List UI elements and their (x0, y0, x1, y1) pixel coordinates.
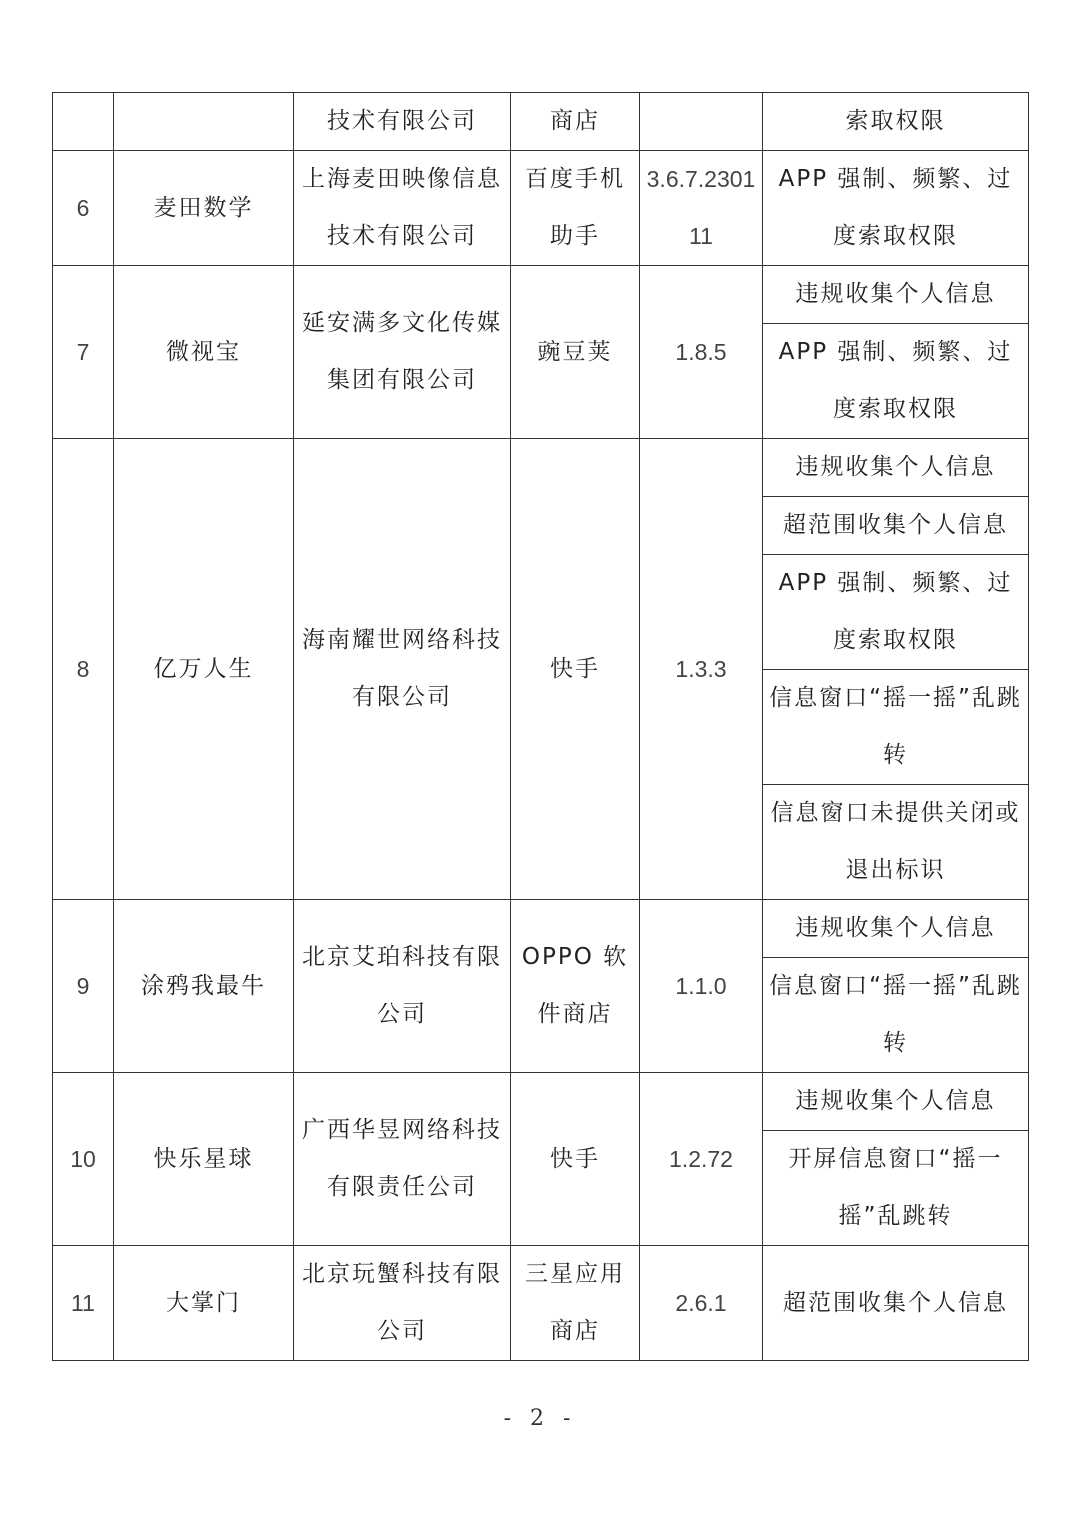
cell-company: 上海麦田映像信息技术有限公司 (294, 151, 511, 266)
cell-version (640, 93, 763, 151)
cell-company: 海南耀世网络科技有限公司 (294, 439, 511, 900)
cell-issue: 违规收集个人信息 (763, 900, 1029, 958)
cell-version: 1.8.5 (640, 266, 763, 439)
cell-no: 7 (53, 266, 114, 439)
table-row-continued (53, 93, 1029, 151)
table-row (53, 1246, 1029, 1361)
cell-store: 快手 (511, 1073, 640, 1246)
table-row (53, 151, 1029, 266)
cell-issue: 信息窗口“摇一摇”乱跳转 (763, 958, 1029, 1073)
cell-store: 百度手机助手 (511, 151, 640, 266)
app-violation-table (52, 92, 1029, 1361)
cell-company: 北京艾珀科技有限公司 (294, 900, 511, 1073)
cell-version: 1.2.72 (640, 1073, 763, 1246)
cell-store: 三星应用商店 (511, 1246, 640, 1361)
cell-app (114, 93, 294, 151)
cell-company: 技术有限公司 (294, 93, 511, 151)
cell-store: 商店 (511, 93, 640, 151)
cell-company: 广西华昱网络科技有限责任公司 (294, 1073, 511, 1246)
cell-issue: APP 强制、频繁、过度索取权限 (763, 555, 1029, 670)
cell-app: 亿万人生 (114, 439, 294, 900)
cell-issue: 信息窗口“摇一摇”乱跳转 (763, 670, 1029, 785)
cell-issue: 违规收集个人信息 (763, 1073, 1029, 1131)
cell-company: 延安满多文化传媒集团有限公司 (294, 266, 511, 439)
cell-issue: 信息窗口未提供关闭或退出标识 (763, 785, 1029, 900)
cell-issue: APP 强制、频繁、过度索取权限 (763, 151, 1029, 266)
table-row (53, 266, 1029, 324)
cell-app: 微视宝 (114, 266, 294, 439)
cell-version: 3.6.7.230111 (640, 151, 763, 266)
cell-issue: 违规收集个人信息 (763, 266, 1029, 324)
cell-issue: 超范围收集个人信息 (763, 497, 1029, 555)
cell-app: 大掌门 (114, 1246, 294, 1361)
cell-issue: 开屏信息窗口“摇一摇”乱跳转 (763, 1131, 1029, 1246)
cell-no: 10 (53, 1073, 114, 1246)
cell-version: 1.3.3 (640, 439, 763, 900)
cell-store: 快手 (511, 439, 640, 900)
cell-issue: 违规收集个人信息 (763, 439, 1029, 497)
cell-app: 麦田数学 (114, 151, 294, 266)
cell-company: 北京玩蟹科技有限公司 (294, 1246, 511, 1361)
cell-no: 6 (53, 151, 114, 266)
table-row (53, 1073, 1029, 1131)
cell-store: 豌豆荚 (511, 266, 640, 439)
cell-app: 快乐星球 (114, 1073, 294, 1246)
cell-issue: 超范围收集个人信息 (763, 1246, 1029, 1361)
cell-version: 1.1.0 (640, 900, 763, 1073)
cell-version: 2.6.1 (640, 1246, 763, 1361)
cell-store: OPPO 软件商店 (511, 900, 640, 1073)
cell-no: 11 (53, 1246, 114, 1361)
cell-app: 涂鸦我最牛 (114, 900, 294, 1073)
cell-issue: APP 强制、频繁、过度索取权限 (763, 324, 1029, 439)
page-number: - 2 - (503, 1406, 577, 1431)
table-row (53, 900, 1029, 958)
cell-no: 9 (53, 900, 114, 1073)
cell-issue: 索取权限 (763, 93, 1029, 151)
cell-no: 8 (53, 439, 114, 900)
table-row (53, 439, 1029, 497)
cell-no (53, 93, 114, 151)
